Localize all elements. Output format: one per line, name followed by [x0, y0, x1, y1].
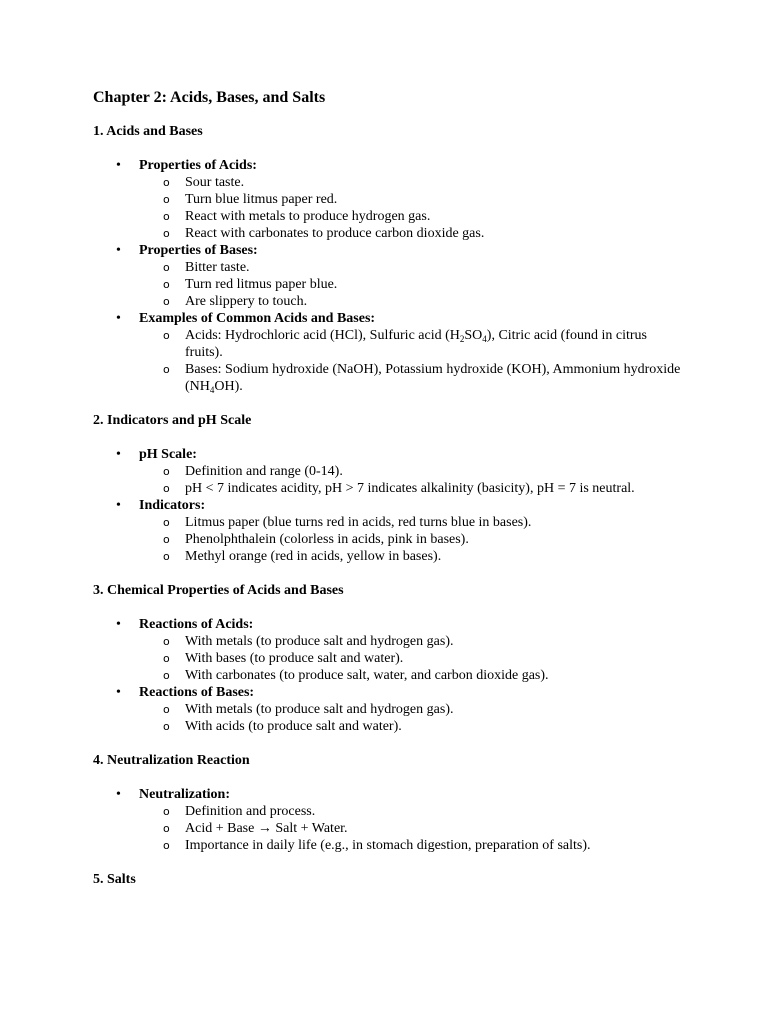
sub-item	[139, 718, 683, 735]
circle-bullet-icon: o	[163, 295, 170, 308]
circle-bullet-icon: o	[163, 652, 170, 665]
sub-item	[139, 650, 683, 667]
sub-item	[139, 803, 683, 820]
sub-item-text: Importance in daily life (e.g., in stomach digestion, preparation of salts).	[185, 838, 591, 853]
circle-bullet-icon: o	[163, 210, 170, 223]
bullet-item	[93, 616, 683, 684]
sub-item-text: Phenolphthalein (colorless in acids, pink in bases).	[185, 532, 469, 547]
circle-bullet-icon: o	[163, 635, 170, 648]
sub-item	[139, 514, 683, 531]
sub-item-text: React with metals to produce hydrogen gas.	[185, 209, 431, 224]
bullet-dot-icon: •	[116, 498, 121, 513]
sub-item	[139, 225, 683, 242]
bullet-item	[93, 497, 683, 565]
bullet-dot-icon: •	[116, 685, 121, 700]
bullet-label: Reactions of Bases:	[139, 685, 255, 700]
sub-item	[139, 667, 683, 684]
sub-item-text: pH < 7 indicates acidity, pH > 7 indicates alkalinity (basicity), pH = 7 is neutral.	[185, 481, 635, 496]
circle-bullet-icon: o	[163, 278, 170, 291]
sub-item	[139, 820, 683, 837]
sub-item	[139, 174, 683, 191]
bullet-dot-icon: •	[116, 243, 121, 258]
sub-item	[139, 463, 683, 480]
circle-bullet-icon: o	[163, 550, 170, 563]
bullet-label: Reactions of Acids:	[139, 617, 254, 632]
sub-item-text: Acids: Hydrochloric acid (HCl), Sulfuric acid $(H_2SO_4)$, Citric acid (found in citrus fruits).	[185, 328, 647, 360]
sub-item-text: Litmus paper (blue turns red in acids, red turns blue in bases).	[185, 515, 532, 530]
bullet-item	[93, 786, 683, 854]
sub-item	[139, 259, 683, 276]
sub-list	[139, 701, 683, 735]
sub-item	[139, 548, 683, 565]
sub-item-text: Bases: Sodium hydroxide (NaOH), Potassium hydroxide (KOH), Ammonium hydroxide $(NH_4OH)$.	[185, 362, 681, 395]
circle-bullet-icon: o	[163, 482, 170, 495]
circle-bullet-icon: o	[163, 227, 170, 240]
sub-item	[139, 191, 683, 208]
sub-item	[139, 208, 683, 225]
section-heading: 2. Indicators and pH Scale	[93, 413, 252, 428]
circle-bullet-icon: o	[163, 465, 170, 478]
circle-bullet-icon: o	[163, 363, 170, 376]
sub-item-text: Acid + Base → Salt + Water.	[185, 821, 348, 836]
bullet-label: Indicators:	[139, 498, 206, 513]
circle-bullet-icon: o	[163, 703, 170, 716]
sub-item	[139, 633, 683, 650]
bullet-item	[93, 242, 683, 310]
sub-item-text: Bitter taste.	[185, 260, 250, 275]
circle-bullet-icon: o	[163, 533, 170, 546]
bullet-dot-icon: •	[116, 787, 121, 802]
sub-item	[139, 480, 683, 497]
circle-bullet-icon: o	[163, 669, 170, 682]
sub-item	[139, 293, 683, 310]
bullet-label: Properties of Acids:	[139, 158, 257, 173]
sub-item	[139, 701, 683, 718]
circle-bullet-icon: o	[163, 193, 170, 206]
sub-item-text: Methyl orange (red in acids, yellow in bases).	[185, 549, 442, 564]
section-heading: 1. Acids and Bases	[93, 124, 203, 139]
sub-item	[139, 531, 683, 548]
bullet-label: Neutralization:	[139, 787, 230, 802]
bullet-label: Examples of Common Acids and Bases:	[139, 311, 376, 326]
circle-bullet-icon: o	[163, 261, 170, 274]
circle-bullet-icon: o	[163, 176, 170, 189]
circle-bullet-icon: o	[163, 805, 170, 818]
sub-list	[139, 327, 683, 395]
sub-item-text: With carbonates (to produce salt, water, and carbon dioxide gas).	[185, 668, 549, 683]
section-heading: 5. Salts	[93, 872, 136, 887]
section-heading: 4. Neutralization Reaction	[93, 753, 250, 768]
sub-item	[139, 327, 683, 361]
bullet-dot-icon: •	[116, 158, 121, 173]
sub-list	[139, 174, 683, 242]
bullet-list	[93, 157, 683, 395]
bullet-list	[93, 786, 683, 854]
circle-bullet-icon: o	[163, 839, 170, 852]
circle-bullet-icon: o	[163, 720, 170, 733]
sub-item-text: Definition and process.	[185, 804, 316, 819]
sub-item-text: Definition and range (0-14).	[185, 464, 343, 479]
bullet-label: pH Scale:	[139, 447, 197, 462]
sub-item-text: React with carbonates to produce carbon dioxide gas.	[185, 226, 485, 241]
chapter-title: Chapter 2: Acids, Bases, and Salts	[93, 89, 326, 106]
sub-list	[139, 803, 683, 854]
sections-container	[93, 123, 683, 888]
sub-item	[139, 837, 683, 854]
sub-item-text: With metals (to produce salt and hydrogen gas).	[185, 702, 454, 717]
bullet-item	[93, 684, 683, 735]
sub-item	[139, 276, 683, 293]
sub-item-text: Are slippery to touch.	[185, 294, 308, 309]
sub-item-text: With metals (to produce salt and hydrogen gas).	[185, 634, 454, 649]
sub-list	[139, 463, 683, 497]
bullet-label: Properties of Bases:	[139, 243, 258, 258]
bullet-item	[93, 157, 683, 242]
circle-bullet-icon: o	[163, 329, 170, 342]
sub-item-text: Sour taste.	[185, 175, 245, 190]
bullet-item	[93, 446, 683, 497]
document-page	[93, 88, 683, 888]
bullet-dot-icon: •	[116, 617, 121, 632]
circle-bullet-icon: o	[163, 516, 170, 529]
bullet-dot-icon: •	[116, 311, 121, 326]
sub-item-text: Turn red litmus paper blue.	[185, 277, 338, 292]
bullet-list	[93, 616, 683, 735]
sub-list	[139, 259, 683, 310]
sub-item-text: With acids (to produce salt and water).	[185, 719, 402, 734]
sub-item-text: With bases (to produce salt and water).	[185, 651, 404, 666]
sub-list	[139, 514, 683, 565]
bullet-item	[93, 310, 683, 395]
bullet-list	[93, 446, 683, 565]
sub-item	[139, 361, 683, 395]
section-heading: 3. Chemical Properties of Acids and Bases	[93, 583, 344, 598]
circle-bullet-icon: o	[163, 822, 170, 835]
sub-item-text: Turn blue litmus paper red.	[185, 192, 338, 207]
bullet-dot-icon: •	[116, 447, 121, 462]
sub-list	[139, 633, 683, 684]
